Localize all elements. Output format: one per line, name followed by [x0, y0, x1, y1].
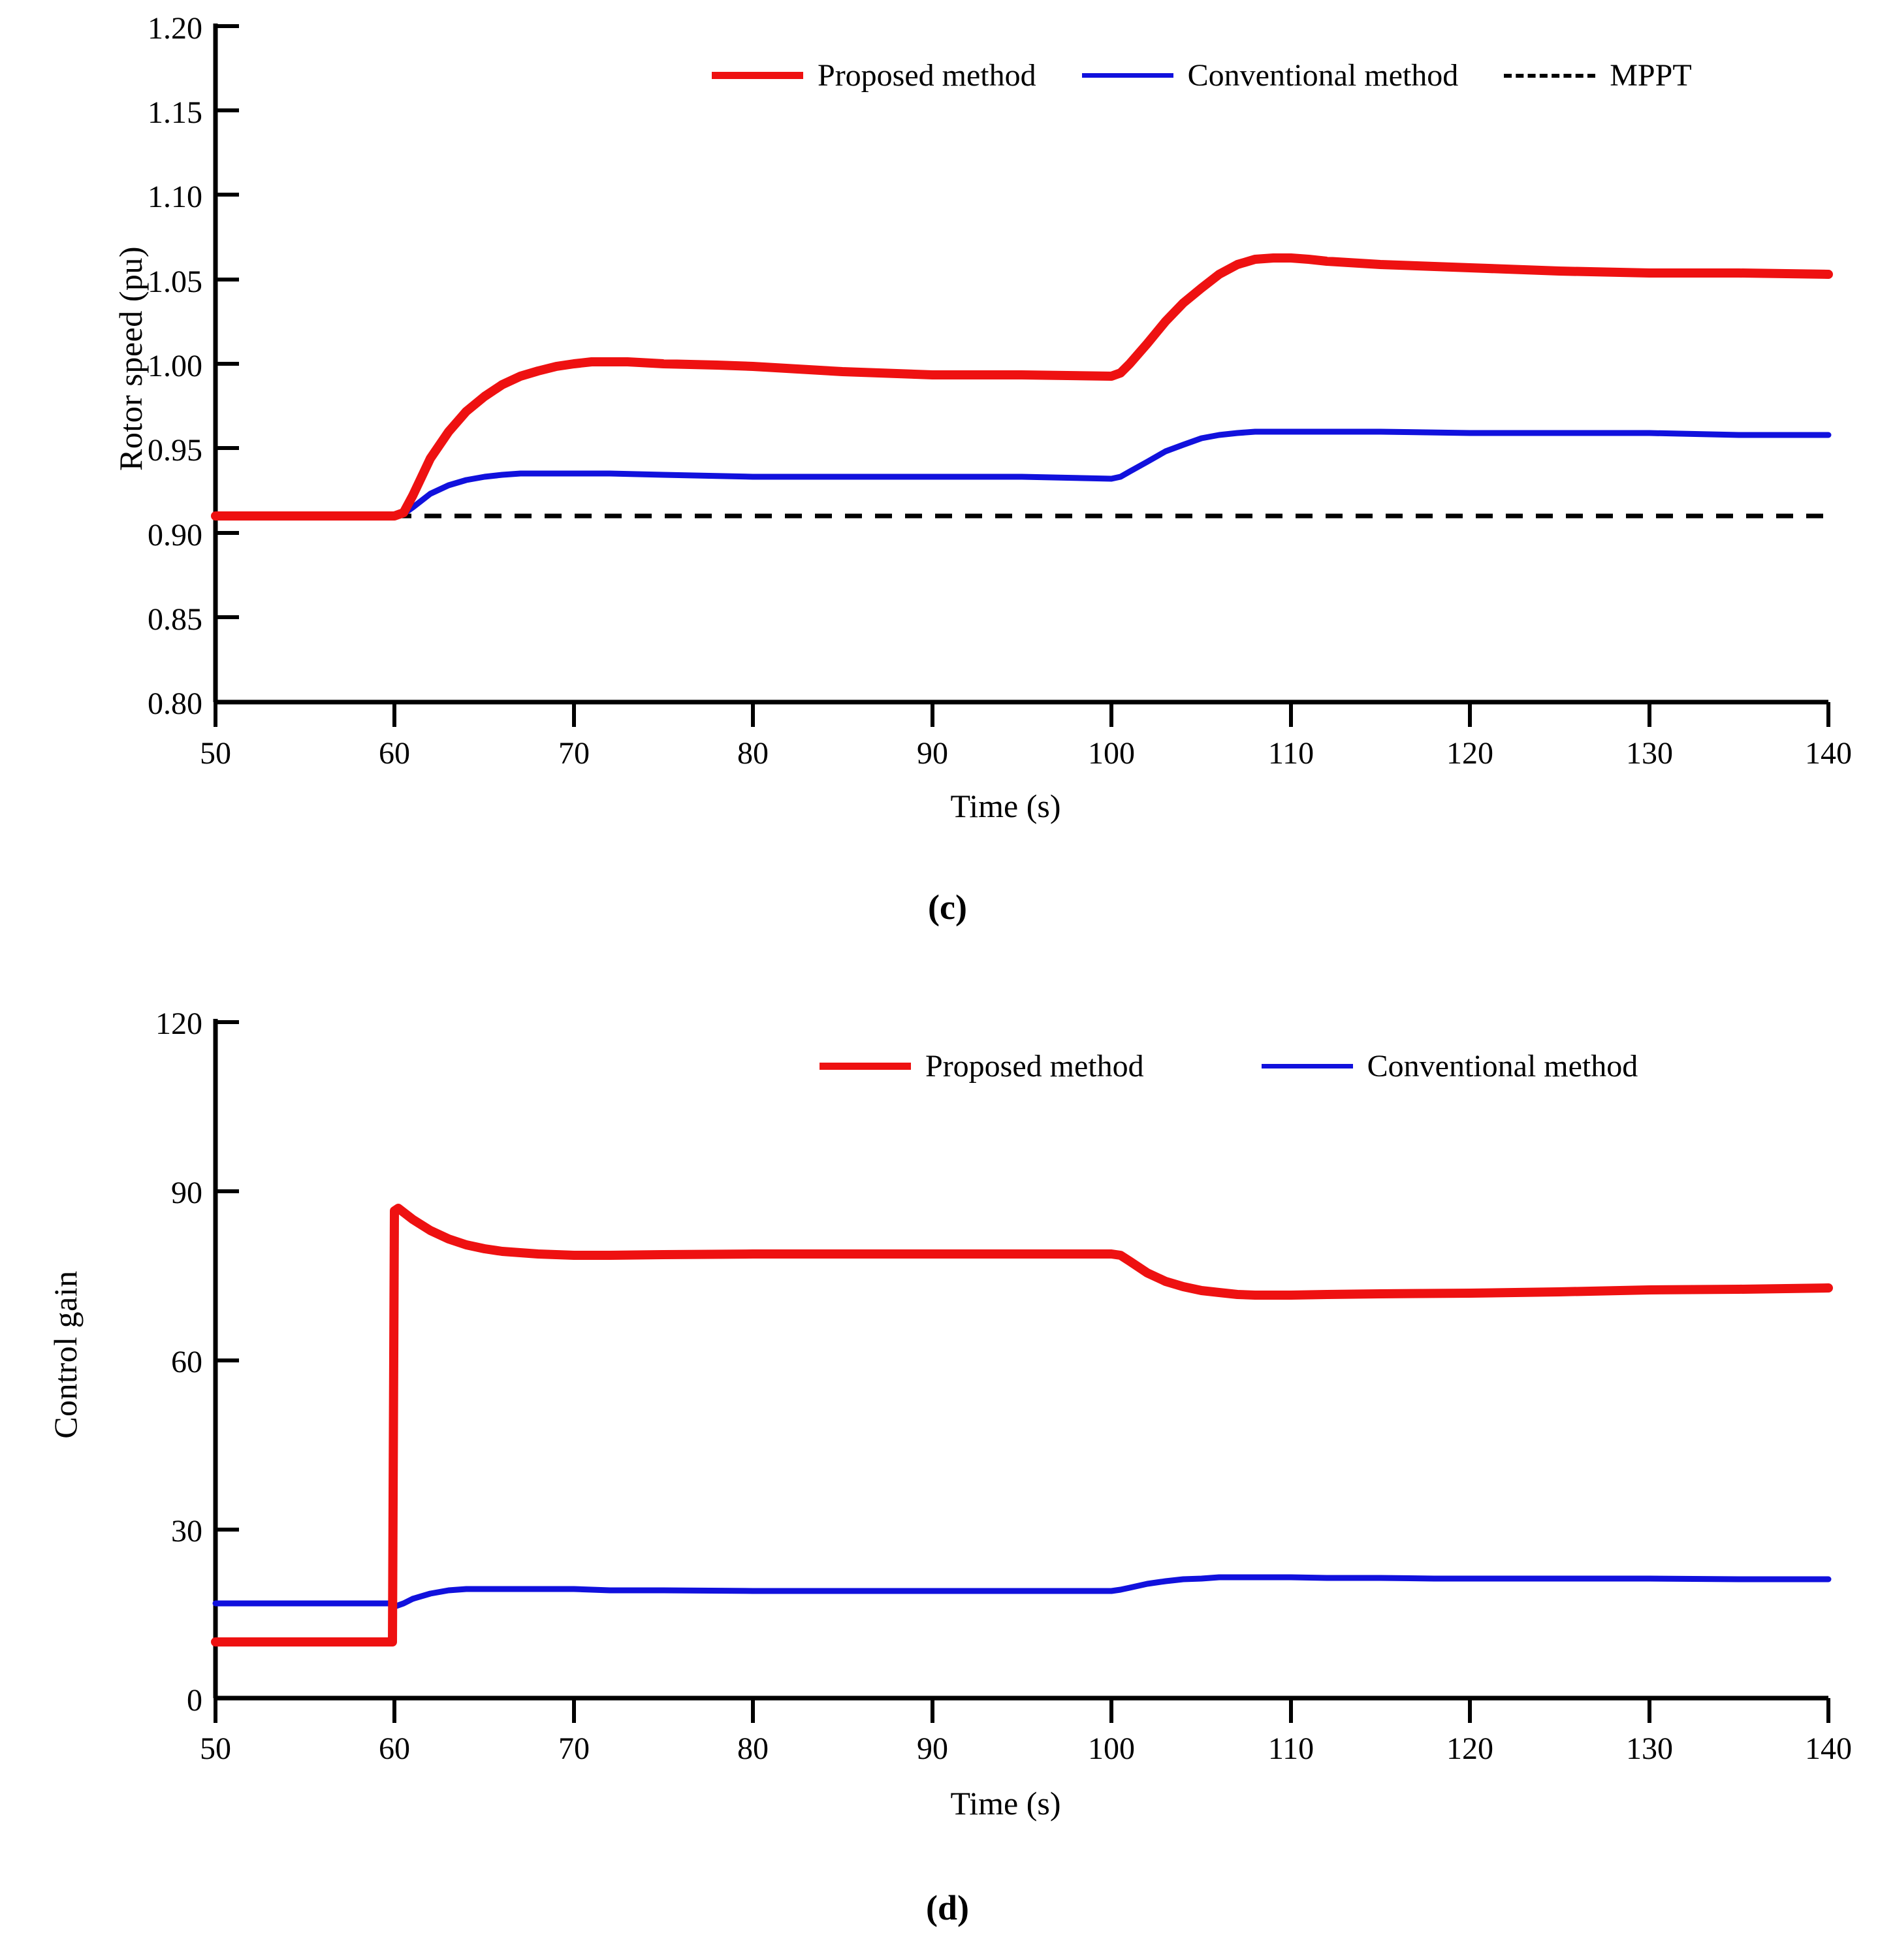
panel-letter-d: (d) — [926, 1888, 969, 1927]
xtick-label-d-80: 80 — [737, 1731, 769, 1766]
xtick-label-c-70: 70 — [558, 736, 590, 771]
xtick-label-c-120: 120 — [1446, 736, 1493, 771]
xtick-label-c-60: 60 — [379, 736, 410, 771]
xtick-label-c-100: 100 — [1088, 736, 1135, 771]
ytick-label-d-0: 0 — [187, 1683, 202, 1718]
xtick-label-c-80: 80 — [737, 736, 769, 771]
xtick-label-d-70: 70 — [558, 1731, 590, 1766]
legend-label-mppt: MPPT — [1610, 58, 1692, 93]
xtick-label-c-130: 130 — [1626, 736, 1673, 771]
ytick-label-d-90: 90 — [171, 1176, 202, 1210]
xtick-label-c-110: 110 — [1267, 736, 1314, 771]
ytick-label-c-1.15: 1.15 — [148, 95, 202, 130]
figure-panel-d — [0, 967, 1895, 1960]
yaxis-title-d: Control gain — [47, 1270, 84, 1439]
xtick-label-d-130: 130 — [1626, 1731, 1673, 1766]
xtick-label-c-140: 140 — [1805, 736, 1852, 771]
ytick-label-c-1.05: 1.05 — [148, 265, 202, 299]
ytick-label-c-0.95: 0.95 — [148, 433, 202, 468]
ytick-label-c-1.00: 1.00 — [148, 349, 202, 383]
ytick-label-d-120: 120 — [155, 1006, 202, 1041]
figure-panel-c — [0, 0, 1895, 967]
yaxis-title-c: Rotor speed (pu) — [112, 246, 149, 472]
ytick-label-d-60: 60 — [171, 1345, 202, 1379]
xtick-label-d-120: 120 — [1446, 1731, 1493, 1766]
xaxis-title-c: Time (s) — [950, 788, 1061, 824]
ytick-label-d-30: 30 — [171, 1514, 202, 1549]
ytick-label-c-1.10: 1.10 — [148, 180, 202, 214]
xtick-label-c-90: 90 — [917, 736, 948, 771]
ytick-label-c-0.85: 0.85 — [148, 602, 202, 637]
ytick-label-c-1.20: 1.20 — [148, 11, 202, 46]
xtick-label-d-90: 90 — [917, 1731, 948, 1766]
ytick-label-c-0.80: 0.80 — [148, 686, 202, 721]
panel-letter-c: (c) — [928, 888, 967, 927]
legend-label-conventional: Conventional method — [1187, 58, 1459, 93]
legend-label-proposed-d: Proposed method — [925, 1049, 1144, 1084]
xaxis-title-d: Time (s) — [950, 1785, 1061, 1822]
xtick-label-c-50: 50 — [200, 736, 231, 771]
legend-label-conventional-d: Conventional method — [1367, 1049, 1638, 1084]
xtick-label-d-100: 100 — [1088, 1731, 1135, 1766]
xtick-label-d-140: 140 — [1805, 1731, 1852, 1766]
xtick-label-d-50: 50 — [200, 1731, 231, 1766]
xtick-label-d-110: 110 — [1267, 1731, 1314, 1766]
xtick-label-d-60: 60 — [379, 1731, 410, 1766]
ytick-label-c-0.90: 0.90 — [148, 518, 202, 553]
legend-label-proposed: Proposed method — [818, 58, 1036, 93]
